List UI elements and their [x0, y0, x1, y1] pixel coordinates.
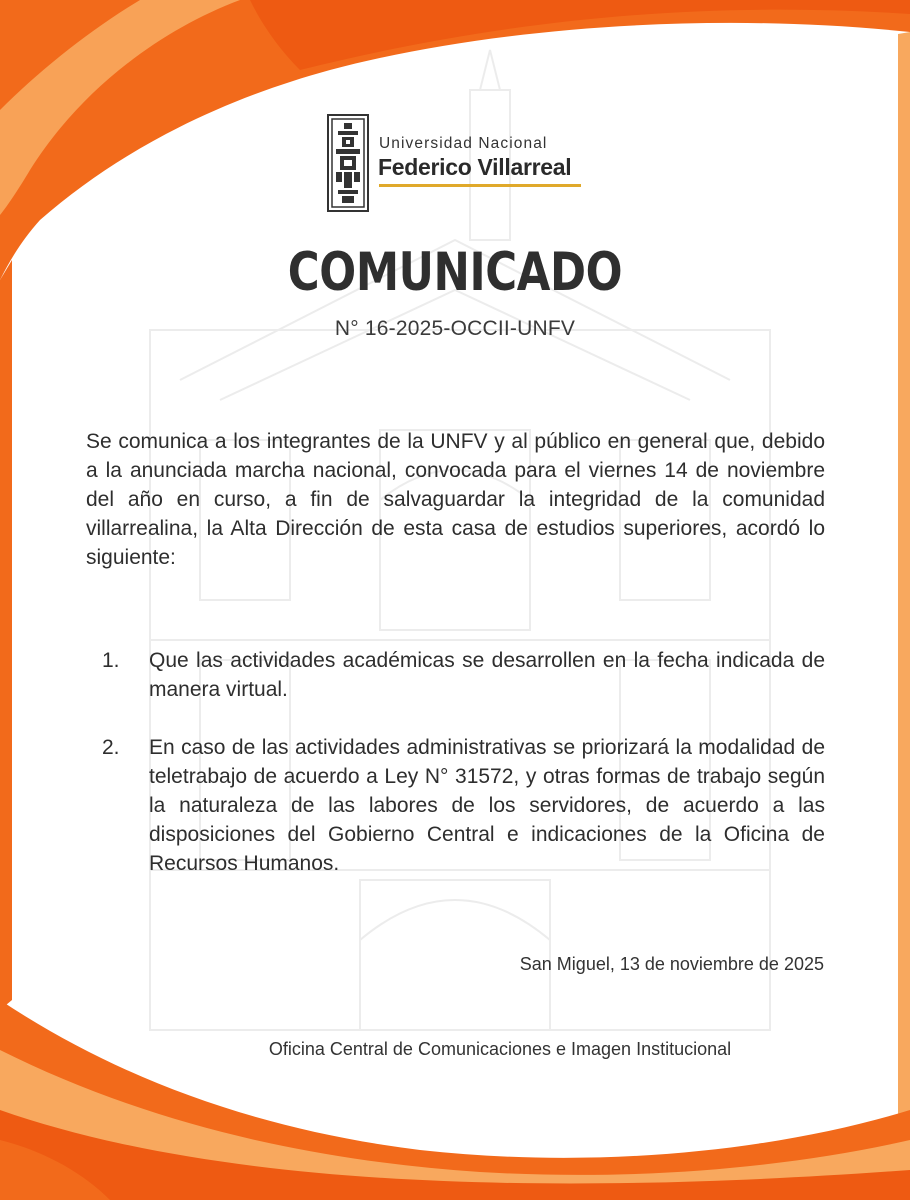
logo-underline: [379, 184, 581, 187]
list-item-number: 2.: [102, 736, 120, 759]
document-number: N° 16-2025-OCCII-UNFV: [334, 317, 576, 340]
unfv-crest-icon: [327, 114, 369, 212]
university-name-line1: Universidad Nacional: [379, 135, 548, 152]
university-logo: [327, 114, 587, 212]
list-item-text: Que las actividades académicas se desarrollen en la fecha indicada de manera virtual.: [149, 649, 825, 701]
university-name-line2: Federico Villarreal: [378, 154, 572, 180]
place-and-date: San Miguel, 13 de noviembre de 2025: [519, 954, 824, 974]
document-title: COMUNICADO: [287, 242, 623, 303]
issuing-office: Oficina Central de Comunicaciones e Imagen Institucional: [268, 1039, 732, 1059]
list-item-number: 1.: [102, 649, 120, 672]
intro-paragraph: Se comunica a los integrantes de la UNFV y al público en general que, debido a la anunciada marcha nacional, convocada para el viernes 14 de noviembre del año en curso, a fin de salvaguardar la integridad de la comunidad villarrealina, la Alta Dirección de esta casa de estudios superiores, acordó lo siguiente:: [86, 430, 825, 569]
list-item-text: En caso de las actividades administrativas se priorizará la modalidad de teletrabajo de acuerdo a Ley N° 31572, y otras formas de trabajo según la naturaleza de las labores de los servidores, de acuerdo a las disposiciones del Gobierno Central e indicaciones de la Oficina de Recursos Humanos.: [149, 736, 825, 875]
